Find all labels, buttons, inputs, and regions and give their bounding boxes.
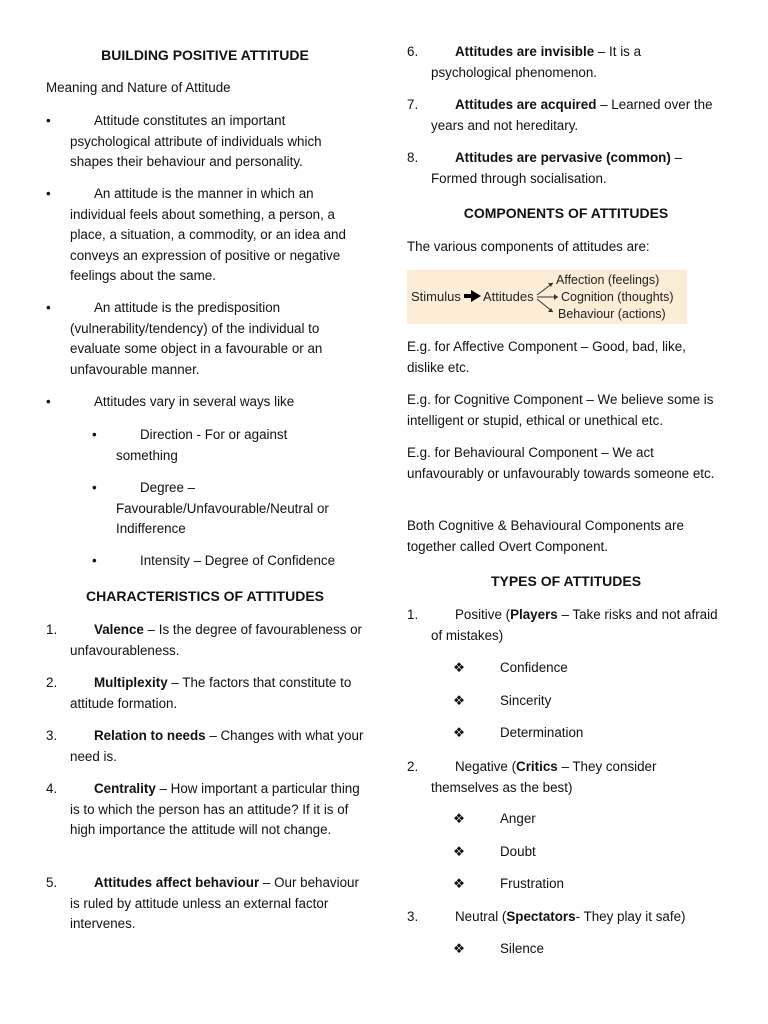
- bullet-marker: •: [92, 427, 97, 442]
- example-paragraph: E.g. for Behavioural Component – We act unfavourably or unfavourably towards someone etc.: [407, 445, 715, 481]
- characteristic-item: [407, 95, 725, 136]
- sub-list-item: [92, 551, 364, 572]
- diamond-bullet-icon: ❖: [453, 876, 466, 891]
- bullet-marker: •: [92, 553, 97, 568]
- type-sub-item: ❖ Determination: [453, 723, 703, 744]
- diamond-bullet-icon: ❖: [453, 660, 466, 675]
- components-heading: COMPONENTS OF ATTITUDES: [463, 205, 669, 221]
- example-paragraph: E.g. for Cognitive Component – We believe some is intelligent or stupid, ethical or unethical etc.: [407, 392, 714, 428]
- page-title: BUILDING POSITIVE ATTITUDE: [101, 47, 309, 63]
- type-sub-item: ❖ Doubt: [453, 842, 703, 863]
- item-desc: – They consider themselves as the best): [431, 759, 657, 795]
- components-intro: The various components of attitudes are:: [407, 239, 650, 254]
- diagram-attitudes: Attitudes: [483, 289, 534, 304]
- bullet-text: Attitudes vary in several ways like: [94, 394, 295, 409]
- item-desc: – How important a particular thing is to which the person has an attitude? If it is of high importance the attitude will not change.: [70, 781, 360, 837]
- item-desc: – It is a psychological phenomenon.: [431, 44, 642, 80]
- list-item: [46, 111, 364, 173]
- item-number: 7.: [407, 97, 419, 112]
- sub-list-item: [92, 425, 342, 466]
- bullet-marker: •: [46, 113, 51, 128]
- list-item: [46, 392, 364, 413]
- item-desc: – Take risks and not afraid of mistakes): [431, 607, 718, 643]
- diamond-bullet-icon: ❖: [453, 941, 466, 956]
- type-item: 3. Neutral (Spectators- They play it safe): [407, 907, 725, 928]
- item-number: 6.: [407, 44, 419, 59]
- item-number: 2.: [407, 759, 419, 774]
- item-term: Players: [510, 607, 558, 622]
- type-sub-item: ❖ Silence: [453, 939, 703, 960]
- item-term: Attitudes affect behaviour: [94, 875, 260, 890]
- list-item: [46, 298, 364, 380]
- item-term: Centrality: [94, 781, 156, 796]
- item-number: 1.: [407, 607, 419, 622]
- sub-bullet-text: Direction - For or against something: [116, 427, 288, 463]
- item-term: Spectators: [506, 909, 576, 924]
- bullet-text: An attitude is the manner in which an individual feels about something, a person, a place, a situation, a commodity, or an idea and conveys an expression of positive or negative feelings about the same.: [70, 186, 346, 283]
- item-term: Attitudes are invisible: [455, 44, 595, 59]
- item-number: 5.: [46, 875, 58, 890]
- item-desc: – The factors that constitute to attitude formation.: [70, 675, 352, 711]
- diagram-arrow-cognition-head: [554, 294, 558, 300]
- characteristic-item: [46, 726, 364, 767]
- characteristic-item: [46, 620, 364, 661]
- item-number: 8.: [407, 150, 419, 165]
- diagram-stimulus: Stimulus: [411, 289, 461, 304]
- type-sub-item: ❖ Frustration: [453, 874, 703, 895]
- item-number: 1.: [46, 622, 58, 637]
- components-diagram: [407, 270, 687, 324]
- diamond-bullet-icon: ❖: [453, 693, 466, 708]
- item-term: Attitudes are pervasive (common): [455, 150, 671, 165]
- type-item: 2. Negative (Critics – They consider themselves as the best): [407, 759, 657, 795]
- characteristics-heading: CHARACTERISTICS OF ATTITUDES: [86, 588, 324, 604]
- item-number: 2.: [46, 675, 58, 690]
- type-item: 1. Positive (Players – Take risks and not afraid of mistakes): [407, 607, 718, 643]
- sub-bullet-text: Degree – Favourable/Unfavourable/Neutral or Indifference: [116, 480, 329, 536]
- list-item: [46, 184, 364, 287]
- diagram-arrow-head: [471, 290, 481, 302]
- characteristic-item: [46, 873, 364, 935]
- item-term: Valence: [94, 622, 144, 637]
- item-desc: – Our behaviour is ruled by attitude unless an external factor intervenes.: [70, 875, 359, 931]
- components-diagram-svg: [407, 270, 687, 324]
- characteristic-item: [407, 148, 725, 189]
- characteristic-item: [46, 673, 364, 714]
- bullet-text: An attitude is the predisposition (vulnerability/tendency) of the individual to evaluate some object in a favourable or an unfavourable manner.: [70, 300, 323, 377]
- section-subtitle: Meaning and Nature of Attitude: [46, 80, 231, 95]
- item-desc: – Learned over the years and not hereditary.: [431, 97, 713, 133]
- type-sub-item: ❖ Sincerity: [453, 691, 703, 712]
- item-number: 3.: [407, 909, 419, 924]
- item-term: Attitudes are acquired: [455, 97, 597, 112]
- bullet-marker: •: [46, 394, 51, 409]
- types-heading: TYPES OF ATTITUDES: [490, 573, 642, 589]
- diamond-bullet-icon: ❖: [453, 725, 466, 740]
- type-sub-item: ❖ Anger: [453, 809, 703, 830]
- item-number: 4.: [46, 781, 58, 796]
- item-term: Relation to needs: [94, 728, 206, 743]
- diamond-bullet-icon: ❖: [453, 811, 466, 826]
- type-sub-item: ❖ Confidence: [453, 658, 703, 679]
- diagram-cognition: Cognition (thoughts): [561, 290, 674, 304]
- item-desc: - They play it safe): [575, 909, 686, 924]
- item-term: Critics: [516, 759, 558, 774]
- bullet-marker: •: [92, 480, 97, 495]
- characteristic-item: [407, 42, 725, 83]
- bullet-marker: •: [46, 186, 51, 201]
- diagram-behaviour: Behaviour (actions): [558, 307, 666, 321]
- diagram-affection: Affection (feelings): [556, 273, 660, 287]
- sub-list-item: [92, 478, 342, 540]
- bullet-text: Attitude constitutes an important psychological attribute of individuals which shapes their behaviour and personality.: [70, 113, 322, 169]
- item-desc: – Changes with what your need is.: [70, 728, 364, 764]
- sub-bullet-text: Intensity – Degree of Confidence: [140, 553, 336, 568]
- item-number: 3.: [46, 728, 58, 743]
- item-desc: – Formed through socialisation.: [431, 150, 682, 186]
- item-desc: – Is the degree of favourableness or unfavourableness.: [70, 622, 362, 658]
- item-term: Multiplexity: [94, 675, 168, 690]
- example-paragraph: E.g. for Affective Component – Good, bad, like, dislike etc.: [407, 339, 686, 375]
- bullet-marker: •: [46, 300, 51, 315]
- characteristic-item: [46, 779, 364, 841]
- diamond-bullet-icon: ❖: [453, 844, 466, 859]
- example-paragraph: Both Cognitive & Behavioural Components are together called Overt Component.: [407, 518, 684, 554]
